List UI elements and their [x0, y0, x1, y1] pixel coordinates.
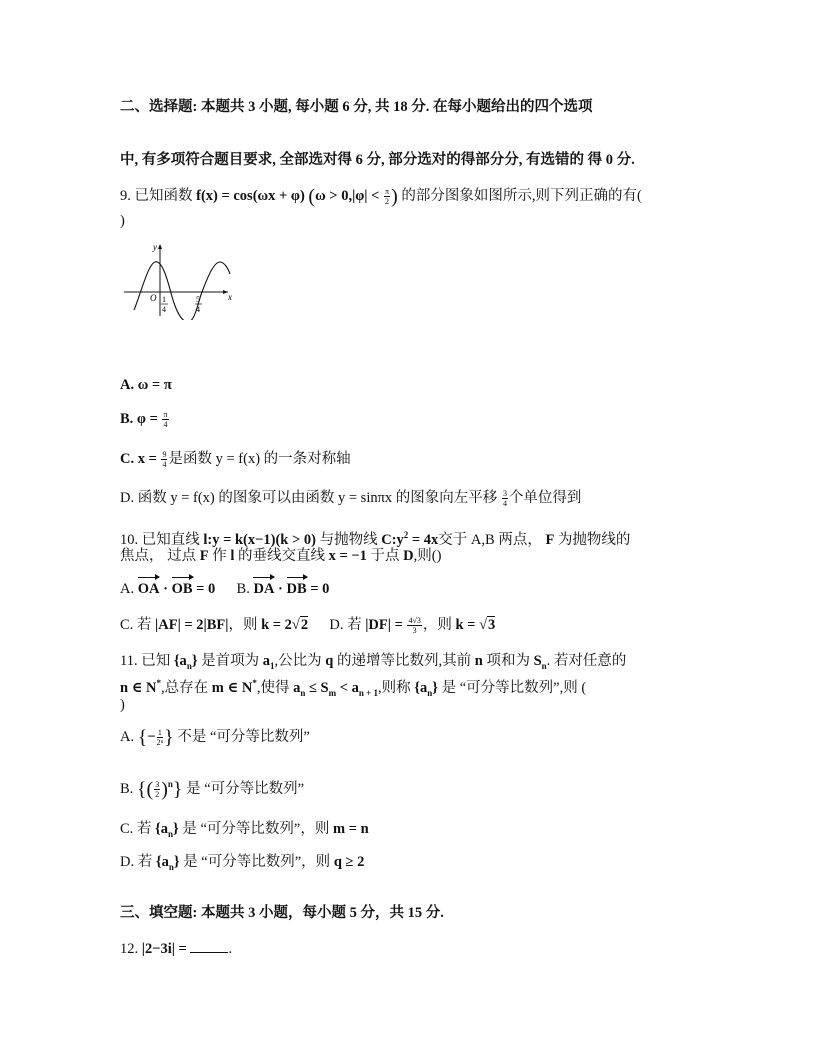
q9-option-d-frac — [502, 489, 508, 508]
q11-a1 — [263, 653, 275, 669]
seq-close: } — [173, 821, 179, 837]
q9-option-d-suffix: 个单位得到 — [508, 490, 582, 506]
q12-math: |2−3i| = — [141, 941, 187, 957]
q10-text: 于点 — [370, 548, 400, 564]
brace-right: } — [172, 778, 183, 801]
vector-db: DB — [286, 581, 307, 597]
q10-parabola — [381, 532, 438, 548]
vector-da: DA — [253, 581, 275, 597]
q10-text: 交于 A,B 两点， — [438, 531, 542, 548]
q10-parabola-lhs: C:y — [381, 531, 404, 548]
section2-heading-line2: 中, 有多项符合题目要求, 全部选对得 6 分, 部分选对的得部分分, 有选错的 得 0 分. — [120, 152, 635, 168]
q11-sn — [534, 653, 547, 669]
graph-origin-label: O — [150, 293, 157, 303]
star-sup: * — [156, 678, 162, 688]
ineq-s-sub: m — [328, 687, 337, 698]
q11-text: ,使得 — [256, 679, 290, 696]
q12-label: 12. — [120, 941, 139, 957]
frac-den: 4 — [163, 420, 168, 430]
sn-base: S — [533, 653, 542, 669]
q10-stem-line1 — [120, 526, 630, 549]
ineq-a2: < a — [339, 679, 359, 696]
q9-option-b-text: B. φ = — [120, 411, 158, 427]
q11-option-b-label: B. — [120, 780, 134, 797]
frac-den: 2 — [155, 790, 160, 799]
brace-right: } — [164, 726, 174, 749]
y-axis-arrow — [158, 244, 162, 249]
q9-option-b-frac — [162, 410, 168, 429]
seq-sub: n — [427, 687, 433, 698]
seq-open: {a — [414, 679, 428, 696]
seq-open: {a — [173, 653, 187, 669]
q10-text: 为抛物线的 — [557, 531, 631, 548]
graph-tick1-den: 4 — [162, 305, 166, 314]
ineq-s: ≤ S — [308, 679, 329, 696]
q9-condition: ω > 0,|φ| < — [315, 188, 380, 204]
frac-num: π — [163, 410, 168, 420]
ineq-a-sub: n — [300, 687, 306, 698]
frac-num: 1 — [157, 728, 162, 738]
section3-heading: 三、填空题: 本题共 3 小题，每小题 5 分，共 15 分. — [120, 905, 444, 921]
curve-segment-1 — [134, 262, 188, 320]
seq-close: } — [432, 679, 438, 696]
frac-num: 9 — [162, 450, 167, 460]
frac-num: π — [385, 187, 390, 197]
q11-option-d — [120, 853, 364, 876]
vector-ob: OB — [171, 581, 193, 597]
q10-option-d-math: |DF| = — [365, 617, 403, 633]
graph-tick2-num: 5 — [196, 295, 200, 304]
q9-option-d-text: D. 函数 y = f(x) 的图象可以由函数 y = sinπx 的图象向左平移 — [120, 490, 498, 506]
sqrt-radicand: 3 — [488, 617, 496, 633]
q11-option-c-text: 是 “可分等比数列”，则 — [182, 821, 330, 837]
q11-inequality — [293, 680, 378, 696]
q9-option-d — [120, 489, 581, 508]
q9-option-c-frac — [161, 450, 167, 469]
q10-text: ,则() — [413, 548, 442, 564]
frac-num: 4√3 — [408, 616, 421, 626]
seq-close: } — [173, 854, 180, 870]
sqrt-radicand: 2 — [300, 617, 309, 633]
brace-left: { — [136, 778, 147, 801]
frac-den: 2ⁿ — [156, 738, 164, 748]
q10-text: 焦点， 过点 — [120, 548, 197, 564]
q11-option-c-label: C. 若 — [120, 821, 152, 837]
q11-option-b — [120, 775, 304, 799]
q9-function: f(x) = cos(ωx + φ) — [196, 188, 305, 204]
q10-option-d-frac — [407, 616, 421, 635]
q11-option-b-text: 是 “可分等比数列” — [186, 780, 305, 797]
q10-parabola-exp: 2 — [403, 530, 409, 540]
q9-cosine-graph — [120, 240, 235, 320]
seq-open: {a — [155, 821, 169, 837]
q9-option-c-prefix: C. x = — [120, 451, 157, 467]
graph-x-label: x — [228, 292, 232, 302]
q11-n: n — [474, 653, 483, 669]
q10-parabola-rhs: = 4x — [411, 531, 439, 548]
sn-sub: n — [541, 660, 547, 671]
q10-option-d-result: k = √3 — [455, 617, 496, 633]
q10-text: 的垂线交直线 — [238, 548, 326, 564]
frac-num: 3 — [155, 780, 160, 789]
q9-option-b — [120, 410, 170, 429]
q9-frac-pi-2 — [384, 187, 390, 206]
frac-den: 4 — [162, 460, 167, 470]
seq-sub: n — [186, 660, 192, 671]
q10-text: 作 — [212, 548, 227, 564]
q10-line-name: l — [230, 548, 235, 564]
q11-text: 是首项为 — [201, 653, 260, 669]
q11-seq2 — [414, 680, 438, 696]
q11-seq — [174, 653, 198, 669]
q10-stem-line2 — [120, 547, 441, 565]
q11-option-a-frac — [157, 728, 164, 747]
q11-option-d-seq — [156, 854, 180, 870]
q10-option-a-math: OA · OB = 0 — [137, 581, 216, 597]
paren-right: ) — [391, 185, 398, 208]
q11-text: 项和为 — [486, 653, 530, 669]
q11-option-d-result: q ≥ 2 — [333, 854, 365, 870]
q10-directrix: x = −1 — [328, 548, 367, 564]
q10-option-d-label: D. 若 — [329, 617, 362, 633]
q11-option-c — [120, 820, 369, 843]
q11-text: ,总存在 — [161, 679, 209, 696]
q11-n-in-n — [120, 680, 161, 696]
q10-option-b-math: DA · DB = 0 — [253, 581, 330, 597]
q10-option-a-label: A. — [120, 581, 135, 597]
q9-option-a-text: A. ω = π — [120, 377, 172, 393]
a1-sub: 1 — [270, 660, 275, 671]
q11-option-d-label: D. 若 — [120, 854, 153, 870]
section2-heading-line1: 二、选择题: 本题共 3 小题, 每小题 6 分, 共 18 分. 在每小题给出的四个选项 — [120, 99, 593, 115]
q10-option-c-result: k = 2√2 — [261, 617, 309, 633]
q11-text: . 若对任意的 — [546, 653, 627, 669]
paren-right: ) — [161, 778, 168, 801]
q10-option-b-label: B. — [236, 581, 250, 597]
star-sup: * — [252, 678, 257, 688]
q10-focus: F — [199, 548, 209, 564]
q10-option-a-rest: = 0 — [196, 581, 216, 597]
graph-tick1-num: 1 — [162, 295, 166, 304]
q10-options-ab — [120, 580, 329, 598]
q9-option-c — [120, 450, 351, 469]
q11-option-a-label: A. — [120, 729, 135, 745]
q9-stem — [120, 187, 642, 206]
q11-text: 是 “可分等比数列”,则 ( — [441, 679, 587, 696]
q11-close-paren: ) — [120, 697, 125, 713]
answer-blank[interactable] — [190, 940, 228, 953]
q10-option-b-rest: = 0 — [310, 581, 330, 597]
q10-focus: F — [545, 531, 555, 548]
a1-base: a — [262, 653, 271, 669]
q11-q: q — [325, 653, 334, 669]
q9-suffix: 的部分图象如图所示,则下列正确的有( — [401, 188, 642, 204]
q9-prefix: 9. 已知函数 — [120, 188, 193, 204]
graph-y-label: y — [153, 242, 157, 252]
q9-option-c-suffix: 是函数 y = f(x) 的一条对称轴 — [168, 451, 351, 467]
q10-text: 与抛物线 — [319, 531, 378, 548]
q11-text: ,公比为 — [274, 653, 322, 669]
q9-close-paren: ) — [120, 213, 125, 229]
q10-option-d-result-text: k = — [455, 617, 476, 633]
q10-options-cd — [120, 616, 495, 635]
q11-option-c-result: m = n — [333, 821, 369, 837]
q10-text: 10. 已知直线 — [120, 531, 200, 548]
seq-open: {a — [155, 854, 169, 870]
vector-oa: OA — [137, 581, 160, 597]
minus-sign: − — [147, 729, 156, 745]
n-in-n-text: n ∈ N — [120, 679, 157, 696]
q11-text: 11. 已知 — [120, 653, 171, 669]
q10-option-c-mid: ，则 — [228, 617, 258, 633]
frac-num: 3 — [502, 489, 507, 499]
frac-den: 3 — [412, 626, 417, 636]
q11-m-in-n — [212, 680, 257, 696]
q10-option-d-mid: ，则 — [422, 617, 452, 633]
graph-tick2-den: 4 — [196, 305, 200, 314]
q11-option-b-frac — [154, 780, 160, 799]
frac-den: 2 — [385, 197, 390, 207]
brace-left: { — [137, 726, 148, 749]
exponent: n — [167, 779, 173, 789]
q11-stem-line2 — [120, 674, 586, 702]
q12-stem — [120, 940, 232, 958]
paren-left: ( — [146, 778, 154, 801]
ineq-a: a — [293, 679, 301, 696]
m-in-n-text: m ∈ N — [211, 679, 253, 696]
q10-line-eq: l:y = k(x−1)(k > 0) — [203, 531, 316, 548]
q11-stem-line1 — [120, 652, 626, 675]
q11-option-c-seq — [155, 821, 179, 837]
q11-option-a-text: 不是 “可分等比数列” — [177, 729, 310, 745]
q10-point-d: D — [403, 548, 414, 564]
q10-option-c-math: |AF| = 2|BF| — [155, 617, 229, 633]
seq-sub: n — [168, 861, 174, 872]
q10-option-c-result-text: k = 2 — [261, 617, 292, 633]
q11-option-a — [120, 728, 310, 747]
q11-text: 的递增等比数列,其前 — [337, 653, 472, 669]
q11-option-d-text: 是 “可分等比数列”，则 — [183, 854, 331, 870]
frac-den: 4 — [502, 499, 507, 509]
q9-option-a — [120, 376, 172, 394]
seq-sub: n — [168, 828, 174, 839]
paren-left: ( — [308, 185, 316, 208]
q12-end: . — [228, 941, 233, 957]
q10-option-c-label: C. 若 — [120, 617, 152, 633]
seq-close: } — [191, 653, 198, 669]
ineq-a2-sub: n + 1 — [358, 687, 379, 698]
q11-text: ,则称 — [378, 679, 411, 696]
